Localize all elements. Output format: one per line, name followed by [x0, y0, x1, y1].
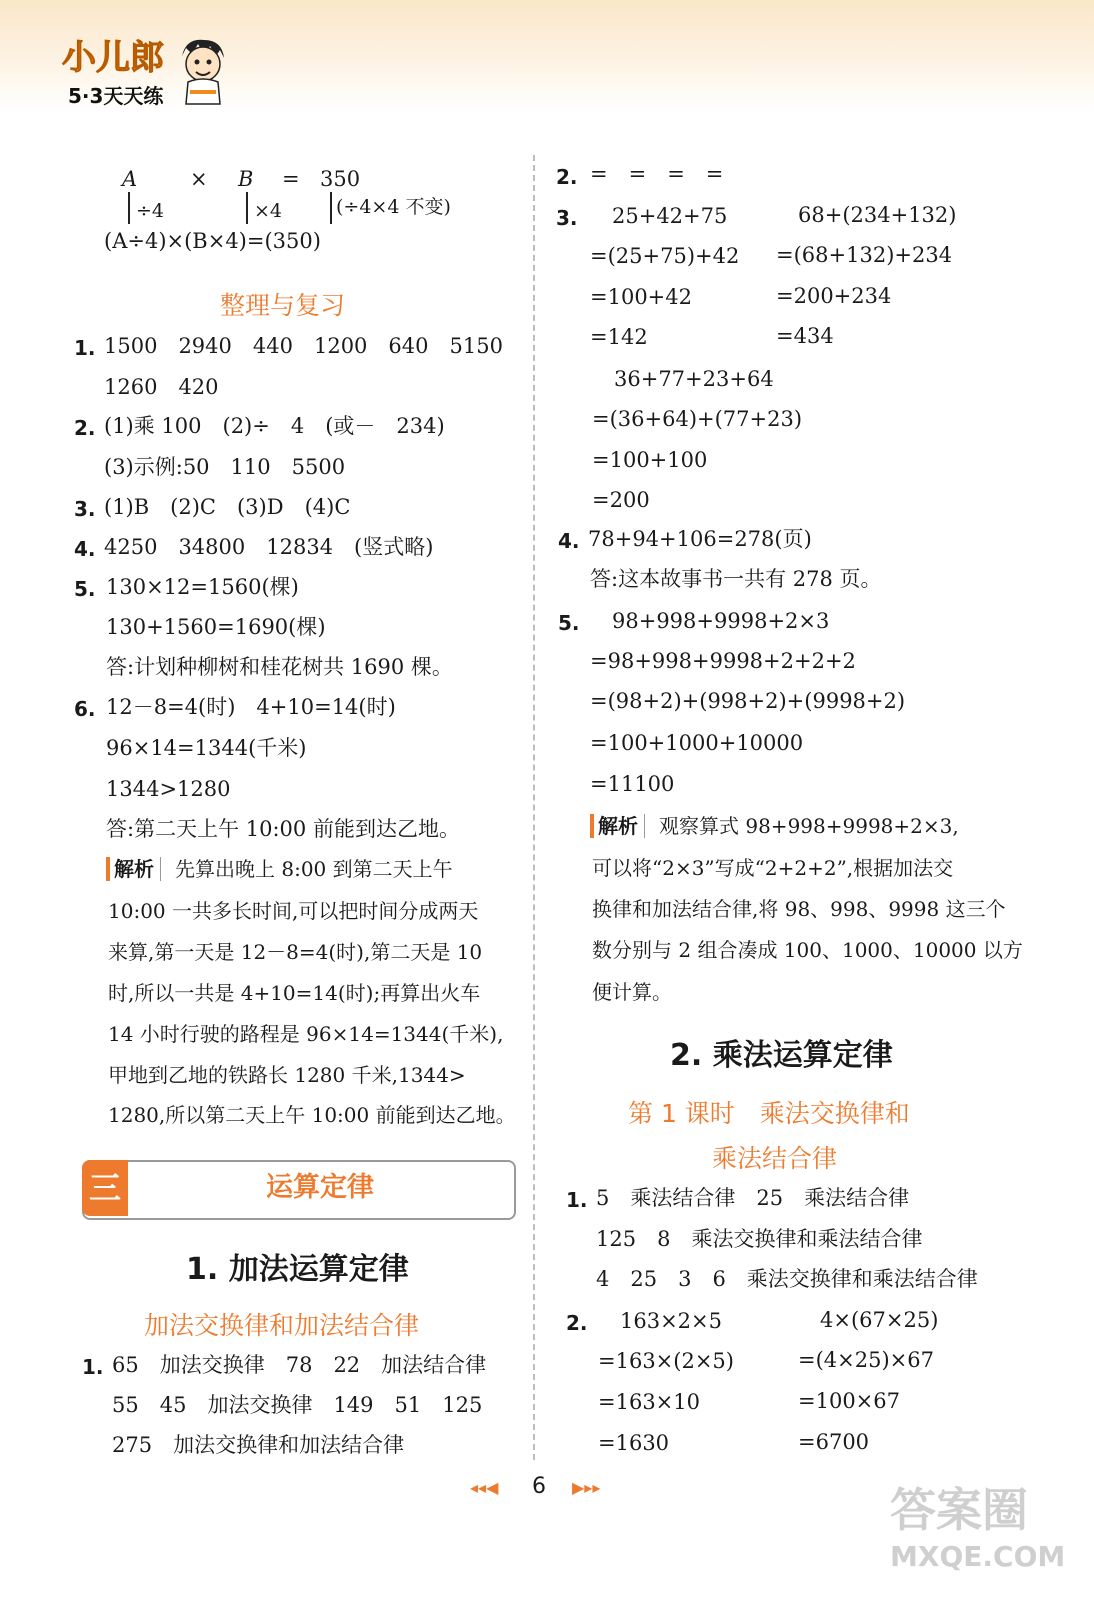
watermark-text: 答案圈: [890, 1483, 1028, 1537]
review-num-4: 4.: [74, 537, 96, 561]
diagram-B: B: [238, 167, 254, 191]
diagram-op-1: ÷4: [136, 200, 165, 222]
m2-b-3: =100×67: [798, 1389, 900, 1413]
right-q2-text: = = = =: [590, 162, 724, 186]
review-title: 整理与复习: [220, 291, 346, 320]
diagram-A: A: [122, 167, 138, 191]
review-num-1: 1.: [74, 336, 96, 360]
analysis-line: 时,所以一共是 4+10=14(时);再算出火车: [108, 981, 481, 1005]
diagram-op-2: ×4: [254, 200, 283, 222]
q3-a-1: 25+42+75: [612, 204, 728, 228]
review-5-line-3: 答:计划种柳树和桂花树共 1690 棵。: [106, 655, 453, 679]
review-num-2: 2.: [74, 416, 96, 440]
section-number: 三: [82, 1160, 128, 1216]
analysis-label: 解析: [590, 814, 645, 838]
watermark: [890, 1480, 1080, 1590]
right-num-5: 5.: [558, 611, 580, 635]
diagram-times: ×: [190, 167, 208, 191]
m2-b-4: =6700: [798, 1430, 870, 1454]
analysis-line: 换律和加法结合律,将 98、998、9998 这三个: [592, 897, 1006, 921]
m2-a-2: =163×(2×5): [598, 1349, 734, 1373]
review-num-5: 5.: [74, 577, 96, 601]
analysis-line: 先算出晚上 8:00 到第二天上午: [175, 857, 453, 881]
q5-line-2: =98+998+9998+2+2+2: [590, 649, 856, 673]
lesson-title-right-2: 乘法结合律: [712, 1144, 838, 1173]
q5-line-3: =(98+2)+(998+2)+(9998+2): [590, 689, 906, 713]
m1-line-2: 125 8 乘法交换律和乘法结合律: [596, 1227, 923, 1251]
column-divider: [533, 155, 535, 1460]
q5-line-5: =11100: [590, 772, 675, 796]
next-page-icon[interactable]: ▶▸▸: [572, 1478, 601, 1497]
lesson-title-right-1: 第 1 课时 乘法交换律和: [628, 1099, 910, 1128]
m2-b-1: 4×(67×25): [820, 1308, 939, 1332]
diagram-eq: =: [282, 167, 300, 191]
review-num-3: 3.: [74, 497, 96, 521]
analysis-line: 10:00 一共多长时间,可以把时间分成两天: [108, 899, 479, 923]
q3-c-2: =(36+64)+(77+23): [592, 407, 803, 431]
logo: [62, 30, 164, 79]
m2-b-2: =(4×25)×67: [798, 1348, 934, 1372]
lesson-line-2: 55 45 加法交换律 149 51 125: [112, 1393, 483, 1417]
right-num-4: 4.: [558, 529, 580, 553]
review-1-line-1: 1500 2940 440 1200 640 5150: [104, 334, 503, 358]
lesson-line-1: 65 加法交换律 78 22 加法结合律: [112, 1353, 487, 1377]
diagram-result: (A÷4)×(B×4)=(350): [104, 229, 321, 253]
review-num-6: 6.: [74, 697, 96, 721]
lesson-title-left: 加法交换律和加法结合律: [144, 1311, 420, 1340]
m1-num: 1.: [566, 1188, 588, 1212]
diagram-op-3: (÷4×4 不变): [336, 196, 451, 218]
watermark-url: MXQE.COM: [890, 1540, 1066, 1573]
arrow-c: [330, 192, 332, 224]
review-4-line-1: 4250 34800 12834 (竖式略): [104, 535, 434, 559]
q3-c-3: =100+100: [592, 448, 708, 472]
analysis-line: 14 小时行驶的路程是 96×14=1344(千米),: [108, 1022, 504, 1046]
diagram-350: 350: [320, 167, 361, 191]
analysis-line: 1280,所以第二天上午 10:00 前能到达乙地。: [108, 1103, 516, 1127]
m2-a-4: =1630: [598, 1431, 670, 1455]
review-3-line-1: (1)B (2)C (3)D (4)C: [104, 495, 351, 519]
review-6-line-4: 答:第二天上午 10:00 前能到达乙地。: [106, 817, 460, 841]
analysis-block-right: [590, 813, 959, 839]
review-5-line-1: 130×12=1560(棵): [106, 575, 299, 599]
q3-c-4: =200: [592, 488, 650, 512]
m1-line-1: 5 乘法结合律 25 乘法结合律: [596, 1186, 910, 1210]
section-title: 运算定律: [266, 1172, 374, 1203]
q3-b-1: 68+(234+132): [798, 203, 957, 227]
q5-line-1: 98+998+9998+2×3: [612, 609, 830, 633]
m2-a-1: 163×2×5: [620, 1309, 722, 1333]
chapter-title-right: 2. 乘法运算定律: [670, 1038, 893, 1073]
q4-line-1: 78+94+106=278(页): [588, 527, 812, 551]
q3-b-4: =434: [776, 324, 834, 348]
logo-text: 小儿郎: [62, 38, 164, 78]
analysis-block-left: [106, 856, 453, 882]
analysis-line: 便计算。: [592, 980, 672, 1004]
page-number: 6: [532, 1474, 546, 1499]
review-2-line-2: (3)示例:50 110 5500: [104, 455, 346, 479]
analysis-line: 观察算式 98+998+9998+2×3,: [659, 814, 959, 838]
q5-line-4: =100+1000+10000: [590, 731, 804, 755]
right-num-3: 3.: [556, 206, 578, 230]
analysis-line: 甲地到乙地的铁路长 1280 千米,1344>: [108, 1063, 466, 1087]
q3-b-2: =(68+132)+234: [776, 243, 953, 267]
analysis-label: 解析: [106, 857, 161, 881]
arrow-a: [128, 192, 130, 224]
lesson-line-3: 275 加法交换律和加法结合律: [112, 1433, 405, 1457]
q3-c-1: 36+77+23+64: [614, 367, 774, 391]
arrow-b: [246, 192, 248, 224]
review-6-line-2: 96×14=1344(千米): [106, 736, 307, 760]
right-num-2: 2.: [556, 165, 578, 189]
chapter-title-left: 1. 加法运算定律: [186, 1252, 409, 1287]
q4-line-2: 答:这本故事书一共有 278 页。: [590, 567, 882, 591]
q3-a-2: =(25+75)+42: [590, 244, 740, 268]
review-6-line-1: 12－8=4(时) 4+10=14(时): [106, 695, 396, 719]
m2-num: 2.: [566, 1311, 588, 1335]
mascot-boy-icon: [176, 36, 228, 106]
analysis-line: 可以将“2×3”写成“2+2+2”,根据加法交: [592, 856, 954, 880]
review-5-line-2: 130+1560=1690(棵): [106, 615, 326, 639]
prev-page-icon[interactable]: ◂◂◀: [470, 1478, 499, 1497]
review-6-line-3: 1344>1280: [106, 777, 231, 801]
analysis-line: 来算,第一天是 12－8=4(时),第二天是 10: [108, 940, 483, 964]
page-header: [0, 0, 1094, 110]
m2-a-3: =163×10: [598, 1390, 700, 1414]
review-1-line-2: 1260 420: [104, 375, 219, 399]
m1-line-3: 4 25 3 6 乘法交换律和乘法结合律: [596, 1267, 978, 1291]
analysis-line: 数分别与 2 组合凑成 100、1000、10000 以方: [592, 938, 1023, 962]
q3-b-3: =200+234: [776, 284, 892, 308]
q3-a-3: =100+42: [590, 285, 692, 309]
series-name: 5·3天天练: [68, 84, 164, 108]
q3-a-4: =142: [590, 325, 648, 349]
review-2-line-1: (1)乘 100 (2)÷ 4 (或－ 234): [104, 414, 445, 438]
lesson-num-1: 1.: [82, 1355, 104, 1379]
